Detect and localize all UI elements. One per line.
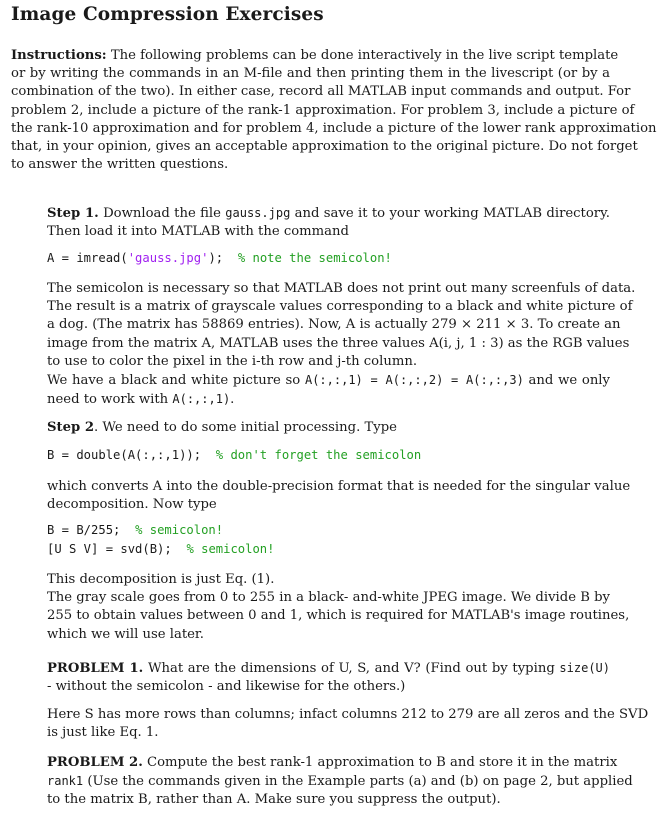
step2-body-line: which converts A into the double-precision format that is needed for the singular value — [47, 479, 631, 494]
page-title: Image Compression Exercises — [11, 4, 324, 25]
instructions-line: problem 2, include a picture of the rank-1 approximation. For problem 3, include a picture of — [11, 102, 635, 118]
problem1-label: PROBLEM 1. — [47, 661, 144, 676]
problem2-line: PROBLEM 2. Compute the best rank-1 approximation to B and store it in the matrix — [47, 755, 618, 770]
step1-body-line: We have a black and white picture so A(:,:,1) = A(:,:,2) = A(:,:,3) and we only — [47, 373, 610, 389]
problem2-line: rank1 (Use the commands given in the Example parts (a) and (b) on page 2, but applied — [47, 774, 633, 790]
step1-body-line: image from the matrix A, MATLAB uses the three values A(i, j, 1 : 3) as the RGB values — [47, 335, 630, 351]
bw-code: A(:,:,1) = A(:,:,2) = A(:,:,3) — [304, 373, 524, 388]
step1-body-line: The semicolon is necessary so that MATLAB does not print out many screenfuls of data. — [47, 281, 636, 296]
filename-string: 'gauss.jpg' — [127, 251, 209, 265]
step2-line: Step 2. We need to do some initial processing. Type — [47, 420, 397, 435]
step1-body-line: to use to color the pixel in the i-th row and j-th column. — [47, 353, 418, 369]
instructions-paragraph — [11, 47, 657, 174]
size-code: size(U) — [559, 661, 610, 675]
problem2-paragraph — [47, 754, 633, 810]
step2-body2 — [47, 571, 630, 644]
code-comment: % semicolon! — [135, 523, 224, 537]
instructions-line: that, in your opinion, gives an acceptable approximation to the original picture. Do not forget — [11, 139, 638, 155]
step1-body-line: a dog. (The matrix has 58869 entries). Now, A is actually 279 × 211 × 3. To create an — [47, 317, 621, 333]
step2-body-line: This decomposition is just Eq. (1). — [47, 572, 275, 587]
instructions-line: combination of the two). In either case, record all MATLAB input commands and output. For — [11, 84, 631, 100]
step1-body — [47, 280, 636, 409]
problem2-label: PROBLEM 2. — [47, 755, 143, 770]
problem2-line: to the matrix B, rather than A. Make sure you suppress the output). — [47, 792, 501, 808]
step1-intro — [47, 204, 610, 241]
step2-label: Step 2 — [47, 420, 94, 435]
step2-intro — [47, 419, 610, 437]
svd-code-line: [U S V] = svd(B); % semicolon! — [47, 542, 275, 556]
instructions-line: to answer the written questions. — [11, 157, 229, 173]
problem1-paragraph — [47, 659, 610, 696]
step1-body-line: need to work with A(:,:,1). — [47, 392, 235, 408]
step1-line: Step 1. Download the file gauss.jpg and save it to your working MATLAB directory. — [47, 206, 610, 221]
step1-body-line: The result is a matrix of grayscale values corresponding to a black and white picture of — [47, 299, 633, 315]
code-comment: % semicolon! — [186, 542, 275, 556]
double-code-line: B = double(A(:,:,1)); % don't forget the semicolon — [47, 448, 422, 462]
step2-body-line: which we will use later. — [47, 626, 204, 642]
problem1-note-line: is just like Eq. 1. — [47, 725, 159, 741]
instructions-label: Instructions: — [11, 48, 107, 63]
step2-body-line: 255 to obtain values between 0 and 1, which is required for MATLAB's image routines, — [47, 608, 630, 624]
step2-body-line: decomposition. Now type — [47, 497, 217, 513]
step1-label: Step 1. — [47, 206, 99, 221]
instructions-line: the rank-10 approximation and for problem 4, include a picture of the lower rank approximation — [11, 120, 657, 136]
step2-body1 — [47, 478, 631, 514]
normalize-code-line: B = B/255; % semicolon! — [47, 523, 224, 537]
instructions-line: or by writing the commands in an M-file and then printing them in the livescript (or by a — [11, 66, 610, 82]
step1-line: Then load it into MATLAB with the command — [47, 224, 349, 240]
filename-code: gauss.jpg — [225, 206, 291, 220]
instructions-line: Instructions: The following problems can be done interactively in the live script template — [11, 48, 619, 63]
problem1-note — [47, 706, 649, 742]
rank1-code: rank1 — [47, 774, 84, 789]
channel-code: A(:,:,1) — [172, 392, 231, 407]
code-comment: % don't forget the semicolon — [215, 448, 422, 462]
imread-code-line: A = imread('gauss.jpg'); % note the semicolon! — [47, 251, 392, 265]
step2-body-line: The gray scale goes from 0 to 255 in a black- and-white JPEG image. We divide B by — [47, 590, 610, 606]
code-comment: % note the semicolon! — [237, 251, 392, 265]
problem1-note-line: Here S has more rows than columns; infact columns 212 to 279 are all zeros and the SVD — [47, 707, 649, 722]
problem1-line: PROBLEM 1. What are the dimensions of U, S, and V? (Find out by typing size(U) — [47, 661, 610, 676]
problem1-line: - without the semicolon - and likewise for the others.) — [47, 679, 406, 695]
